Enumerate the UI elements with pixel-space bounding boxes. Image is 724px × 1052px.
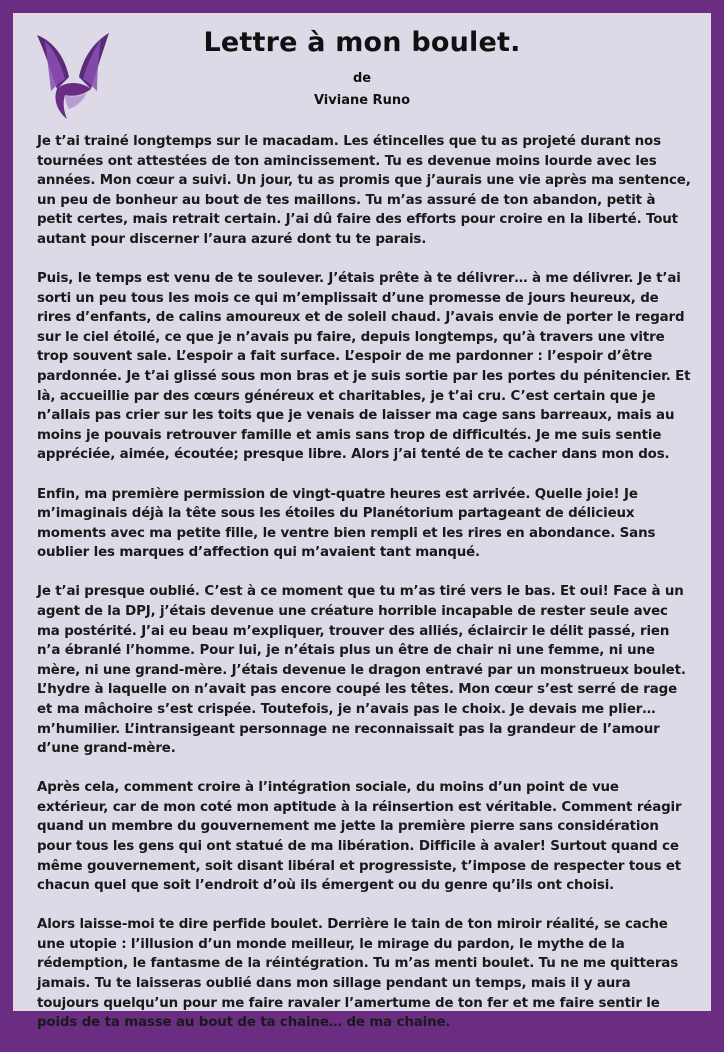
byline: de (352, 71, 372, 86)
author-name: Viviane Runo (313, 93, 411, 108)
paragraph: Après cela, comment croire à l’intégration sociale, du moins d’un point de vue extérieur, car de mon coté mon aptitude à la réinsertion est véritable. Comment réagir quand un membre du gouvernement me jette la première pierre sans considération pour tous les gens qui ont statué de ma libération. Difficile à avaler! Surtout quand ce même gouvernement, soit disant libéral et progressiste, t’impose de respecter tous et chacun quel que soit l’endroit d’où ils émergent ou du genre qu’ils ont choisi. (37, 780, 682, 894)
paragraph: Je t’ai trainé longtemps sur le macadam. Les étincelles que tu as projeté durant nos tournées ont attestées de ton amincissement. Tu es devenue moins lourde avec les années. Mon cœur a suivi. Un jour, tu as promis que j’aurais une vie après ma sentence, un peu de bonheur au bout de tes maillons. Tu m’as assuré de ton abandon, petit à petit certes, mais retrait certain. J’ai dû faire des efforts pour croire en la liberté. Tout autant pour discerner l’aura azuré dont tu te parais. (37, 134, 691, 247)
letter-page (13, 13, 711, 1031)
paragraph: Enfin, ma première permission de vingt-quatre heures est arrivée. Quelle joie! Je m’imaginais déjà la tête sous les étoiles du Planétorium partageant de délicieux moments avec ma petite fille, le ventre bien rempli et les rires en abondance. Sans oublier les marques d’affection qui m’avaient tant manqué. (37, 486, 656, 561)
letter-body (37, 132, 692, 1052)
paragraph: Puis, le temps est venu de te soulever. J’étais prête à te délivrer… à me délivrer. Je t’ai sorti un peu tous les mois ce qui m’emplissait d’une promesse de jours heureux, de rires d’enfants, de calins amoureux et de soleil chaud. J’avais envie de porter le regard sur le ciel étoilé, ce que je n’avais pu faire, depuis longtemps, qu’à travers une vitre trop souvent sale. L’espoir a fait surface. L’espoir de me pardonner : l’espoir d’être pardonnée. Je t’ai glissé sous mon bras et je suis sortie par les portes du pénitencier. Et là, accueillie par des cœurs généreux et charitables, je t’ai cru. C’est certain que je n’allais pas crier sur les toits que je venais de laisser ma cage sans barreaux, mais au moins je pouvais retrouver famille et amis sans trop de difficultés. Je me suis sentie appréciée, aimée, écoutée; presque libre. Alors j’ai tenté de te cacher dans mon dos. (37, 271, 691, 463)
paragraph: Alors laisse-moi te dire perfide boulet. Derrière le tain de ton miroir réalité, se cache une utopie : l’illusion d’un monde meilleur, le mirage du pardon, le mythe de la rédemption, le fantasme de la réintégration. Tu m’as menti boulet. Tu ne me quitteras jamais. Tu te laisseras oublié dans mon sillage pendant un temps, mais il y aura toujours quelqu’un pour me faire ravaler l’amertume de ton fer et me faire sentir le poids de ta masse au bout de ta chaine… de ma chaine. (37, 917, 679, 1031)
page-title: Lettre à mon boulet. (203, 27, 521, 58)
paragraph: Je t’ai presque oublié. C’est à ce moment que tu m’as tiré vers le bas. Et oui! Face à un agent de la DPJ, j’étais devenue une créature horrible incapable de rester seule avec ma postérité. J’ai eu beau m’expliquer, trouver des alliés, éclaircir le délit passé, rien n’a ébranlé l’homme. Pour lui, je n’étais plus un être de chair ni une femme, ni une mère, ni une grand-mère. J’étais devenue le dragon entravé par un monstrueux boulet. L’hydre à laquelle on n’avait pas encore coupé les têtes. Mon cœur s’est serré de rage et ma mâchoire s’est crispée. Toutefois, je n’avais pas le choix. Je devais me plier… m’humilier. L’intransigeant personnage ne reconnaissait pas la grandeur de l’amour d’une grand-mère. (37, 584, 686, 757)
